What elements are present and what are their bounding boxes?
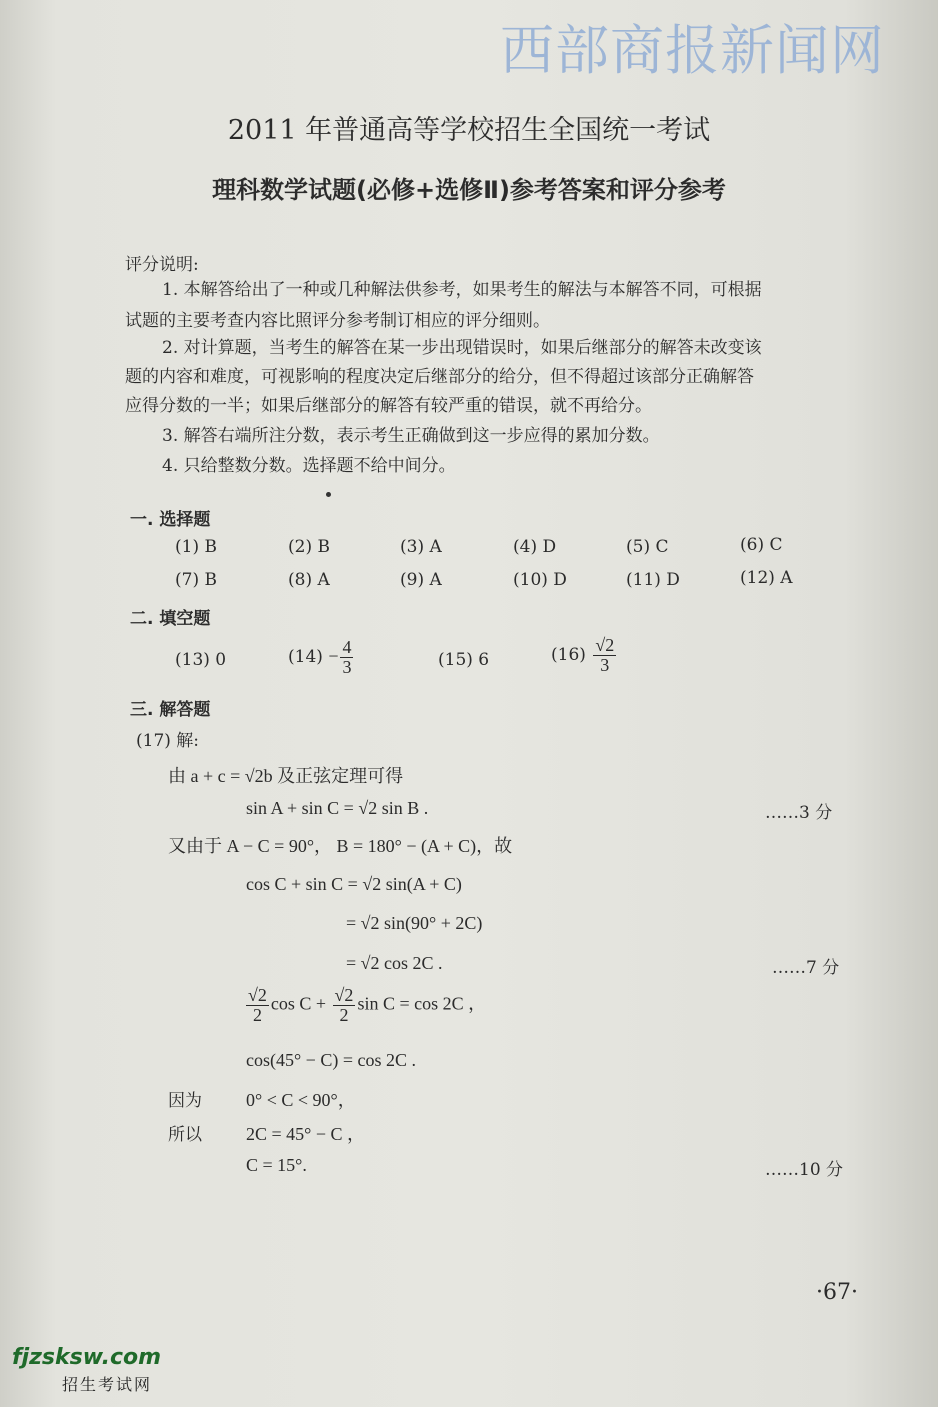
solution-line: cos C + sin C = √2 sin(A + C): [246, 874, 462, 894]
answer-item: (2) B: [288, 537, 330, 557]
answer-item: (7) B: [175, 570, 217, 590]
solution-line: 又由于 A − C = 90°， B = 180° − (A + C)，故: [168, 836, 513, 856]
watermark-text: 西部商报新闻网: [500, 19, 885, 82]
denominator: 3: [600, 654, 610, 675]
fill-answer-13: (13) 0: [175, 650, 227, 670]
solution-line: [244, 986, 486, 1025]
question-17-label: (17) 解:: [136, 731, 200, 751]
numerator: √2: [334, 985, 354, 1005]
section-heading-solve: 三. 解答题: [130, 700, 211, 720]
fraction: [340, 638, 353, 677]
expression: cos C +: [270, 993, 327, 1014]
note-line: 2. 对计算题，当考生的解答在某一步出现错误时，如果后继部分的解答未改变该: [162, 338, 762, 358]
note-line: 试题的主要考查内容比照评分参考制订相应的评分细则。: [125, 311, 550, 331]
answer-item: (4) D: [513, 537, 557, 557]
notes-heading: 评分说明:: [125, 255, 199, 275]
expression: sin C = cos 2C ，: [357, 993, 487, 1014]
answer-item: (9) A: [400, 570, 442, 590]
note-line: 应得分数的一半；如果后继部分的解答有较严重的错误，就不再给分。: [125, 396, 652, 416]
note-line: 1. 本解答给出了一种或几种解法供参考，如果考生的解法与本解答不同，可根据: [162, 280, 762, 300]
solution-line: sin A + sin C = √2 sin B .: [246, 798, 429, 818]
fill-answer-16: [551, 636, 618, 675]
answer-item: (1) B: [175, 537, 217, 557]
answer-item: (6) C: [740, 535, 783, 555]
section-heading-choice: 一. 选择题: [130, 510, 211, 530]
because-label: 因为: [168, 1091, 202, 1111]
solution-line: 由 a + c = √2b 及正弦定理可得: [168, 766, 404, 786]
site-name: 招生考试网: [62, 1375, 153, 1394]
minus-sign: −: [328, 645, 339, 666]
so-label: 所以: [168, 1125, 202, 1145]
fill-label: (14): [288, 646, 323, 667]
fraction: [246, 986, 269, 1025]
fill-answer-15: (15) 6: [438, 650, 490, 670]
answer-item: (3) A: [400, 537, 442, 557]
numerator: √2: [595, 635, 615, 655]
denominator: 2: [339, 1004, 349, 1025]
fraction: [593, 636, 616, 675]
fill-label: (16): [551, 644, 586, 665]
site-logo: fjzsksw.com: [12, 1345, 162, 1370]
score-mark: ……10 分: [765, 1160, 844, 1180]
note-line: 4. 只给整数分数。选择题不给中间分。: [162, 456, 456, 476]
section-heading-fill: 二. 填空题: [130, 609, 211, 629]
page-number: ·67·: [816, 1280, 858, 1305]
answer-item: (10) D: [513, 570, 567, 590]
note-line: 题的内容和难度，可视影响的程度决定后继部分的给分，但不得超过该部分正确解答: [125, 367, 754, 387]
solution-line: 0° < C < 90°，: [246, 1090, 356, 1110]
numerator: √2: [248, 985, 267, 1005]
score-mark: ……7 分: [772, 958, 840, 978]
answer-item: (5) C: [626, 537, 669, 557]
fraction: [333, 986, 356, 1025]
numerator: 4: [342, 637, 352, 657]
answer-item: (8) A: [288, 570, 330, 590]
score-mark: ……3 分: [765, 803, 833, 823]
solution-line: C = 15°.: [246, 1155, 307, 1175]
solution-line: = √2 sin(90° + 2C): [346, 913, 483, 933]
document-title: 2011 年普通高等学校招生全国统一考试: [227, 115, 711, 146]
ink-speck: [326, 492, 331, 497]
fill-answer-14: [288, 638, 355, 677]
document-subtitle: 理科数学试题(必修+选修Ⅱ)参考答案和评分参考: [212, 176, 726, 204]
answer-item: (12) A: [740, 568, 793, 588]
solution-line: 2C = 45° − C ，: [246, 1124, 366, 1144]
answer-item: (11) D: [626, 570, 680, 590]
note-line: 3. 解答右端所注分数，表示考生正确做到这一步应得的累加分数。: [162, 426, 660, 446]
solution-line: = √2 cos 2C .: [346, 953, 443, 973]
solution-line: cos(45° − C) = cos 2C .: [246, 1050, 416, 1070]
denominator: 3: [342, 656, 352, 677]
denominator: 2: [252, 1004, 262, 1025]
